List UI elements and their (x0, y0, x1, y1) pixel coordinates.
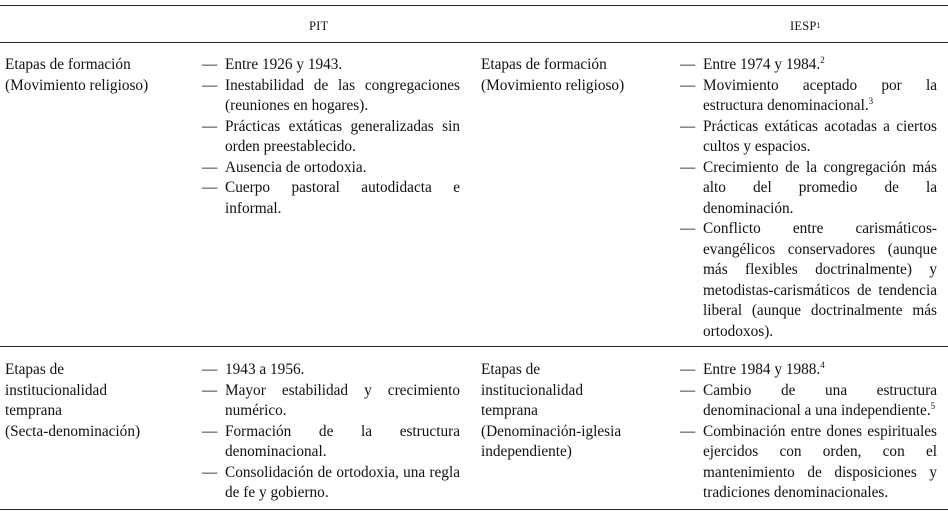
em-dash-bullet: — (202, 463, 218, 481)
footnote-marker: 5 (930, 401, 936, 411)
list-item-text: Crecimiento de la congregación más alto del promedio de la denominación. (703, 158, 937, 217)
column-header-iesp-footnote: 1 (816, 21, 821, 30)
list-item-text: Formación de la estructura denominacional. (225, 422, 460, 460)
list-item (202, 422, 460, 463)
list-item (202, 381, 460, 422)
row1-iesp-items (680, 55, 937, 342)
list-item (680, 117, 937, 158)
list-item (202, 360, 460, 381)
stage-label-line: institucionalidad (481, 381, 583, 399)
column-header-pit: PIT (309, 19, 329, 33)
stage-label-line: (Movimiento religioso) (481, 76, 625, 94)
stage-label-line: independiente) (481, 443, 572, 460)
footnote-marker: 2 (820, 55, 825, 65)
row-divider-rule (0, 346, 948, 347)
list-item-text: Cambio de una estructura denominacional a una independiente. (703, 381, 937, 419)
list-item-text: Mayor estabilidad y crecimiento numérico. (225, 381, 460, 419)
stage-label-line: temprana (481, 402, 538, 419)
row1-pit-items (202, 55, 460, 219)
list-item-text: Prácticas extáticas generalizadas sin orden preestablecido. (225, 117, 460, 155)
list-item (680, 422, 937, 504)
em-dash-bullet: — (202, 56, 218, 73)
em-dash-bullet: — (680, 220, 696, 237)
stage-label-line: Etapas de (481, 361, 541, 378)
em-dash-bullet: — (680, 381, 696, 399)
stage-label-line: (Secta-denominación) (5, 422, 141, 440)
row1-iesp-stage (481, 55, 666, 96)
list-item-text: Prácticas extáticas acotadas a ciertos cultos y espacios. (703, 117, 937, 155)
stage-label-line: (Movimiento religioso) (5, 76, 149, 94)
column-header-iesp (790, 16, 821, 39)
row2-pit-stage (5, 360, 190, 442)
list-item-text: Ausencia de ortodoxia. (225, 158, 367, 176)
stage-label-line: Etapas de formación (5, 56, 131, 73)
list-item-text: Entre 1984 y 1988. (703, 361, 821, 378)
stage-label-line: institucionalidad (5, 381, 107, 399)
list-item (202, 76, 460, 117)
table-top-rule (0, 5, 948, 6)
em-dash-bullet: — (202, 381, 218, 399)
list-item (680, 219, 937, 342)
em-dash-bullet: — (202, 76, 218, 94)
em-dash-bullet: — (202, 422, 218, 440)
em-dash-bullet: — (680, 158, 696, 176)
em-dash-bullet: — (680, 56, 696, 73)
stage-label-line: Etapas de formación (481, 56, 607, 73)
stage-label-line: (Denominación-iglesia (481, 422, 622, 440)
list-item (202, 178, 460, 219)
table-bottom-rule (0, 509, 948, 510)
list-item-text: Movimiento aceptado por la estructura denominacional. (703, 76, 937, 114)
em-dash-bullet: — (202, 361, 218, 378)
list-item-text: Entre 1974 y 1984. (703, 56, 821, 73)
em-dash-bullet: — (680, 117, 696, 135)
list-item-text: Combinación entre dones espirituales ejercidos con orden, con el mantenimiento de disposiciones y tradiciones denominacionales. (703, 422, 937, 501)
list-item (202, 55, 460, 76)
list-item-text: 1943 a 1956. (225, 361, 305, 378)
list-item (680, 381, 937, 422)
list-item (680, 76, 937, 117)
row2-pit-items (202, 360, 460, 504)
list-item-text: Cuerpo pastoral autodidacta e informal. (225, 179, 460, 217)
em-dash-bullet: — (202, 179, 218, 196)
row2-iesp-items (680, 360, 937, 504)
em-dash-bullet: — (680, 76, 696, 94)
list-item-text: Entre 1926 y 1943. (225, 56, 343, 73)
row1-pit-stage (5, 55, 190, 96)
em-dash-bullet: — (680, 422, 696, 440)
em-dash-bullet: — (202, 158, 218, 176)
list-item-text: Conflicto entre carismáticos-evangélicos conservadores (aunque más flexibles doctrinalmente) y metodistas-carismáticos de tendencia liberal (aunque doctrinalmente más ortodoxos). (703, 220, 937, 340)
list-item-text: Inestabilidad de las congregaciones (reuniones en hogares). (225, 76, 460, 114)
em-dash-bullet: — (680, 361, 696, 378)
list-item (680, 55, 937, 76)
list-item (202, 463, 460, 504)
column-header-iesp-label: IESP (790, 19, 817, 33)
em-dash-bullet: — (202, 117, 218, 135)
list-item (202, 117, 460, 158)
list-item (680, 158, 937, 220)
stage-label-line: Etapas de (5, 361, 65, 378)
list-item (680, 360, 937, 381)
stage-label-line: temprana (5, 402, 62, 419)
header-rule (0, 42, 948, 43)
row2-iesp-stage (481, 360, 666, 463)
footnote-marker: 3 (868, 96, 874, 106)
footnote-marker: 4 (820, 360, 825, 370)
list-item (202, 158, 460, 179)
list-item-text: Consolidación de ortodoxia, una regla de fe y gobierno. (225, 463, 460, 501)
